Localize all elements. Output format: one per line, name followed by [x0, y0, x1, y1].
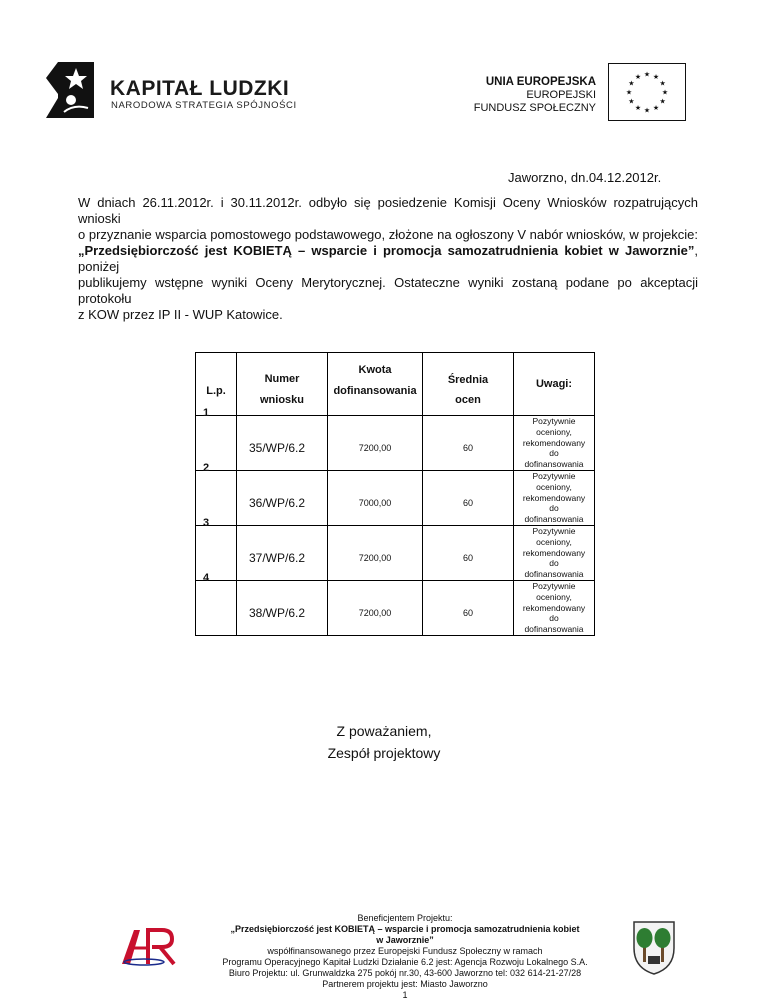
- footer: [180, 913, 630, 1001]
- cell-srednia: 60: [423, 581, 514, 636]
- eu-star-icon: ★: [628, 97, 635, 106]
- eu-star-icon: ★: [661, 88, 669, 97]
- cell-uwagi: Pozytywnie oceniony, rekomendowany do dofinansowania: [514, 471, 595, 526]
- intro-line-4: publikujemy wstępne wyniki Oceny Merytorycznej. Ostateczne wyniki zostaną podane po akceptacji protokołu: [78, 275, 698, 306]
- eu-star-icon: ★: [634, 104, 642, 113]
- cell-kwota: 7000,00: [328, 471, 423, 526]
- eu-star-icon: ★: [643, 70, 651, 79]
- footer-line-4: Biuro Projektu: ul. Grunwaldzka 275 pokój nr.30, 43-600 Jaworzno tel: 032 614-21-27/28: [228, 968, 582, 978]
- intro-line-2: o przyznanie wsparcia pomostowego podstawowego, złożone na ogłoszony V nabór wniosków, w projekcie:: [78, 227, 699, 242]
- eu-star-icon: ★: [628, 79, 635, 88]
- header-srednia: Średnia ocen: [423, 353, 514, 416]
- footer-line-3: Programu Operacyjnego Kapitał Ludzki Działanie 6.2 jest: Agencja Rozwoju Lokalnego S.A.: [222, 957, 588, 967]
- kapital-ludzki-subtitle: NARODOWA STRATEGIA SPÓJNOŚCI: [111, 100, 297, 111]
- cell-srednia: 60: [423, 416, 514, 471]
- header-uwagi: Uwagi:: [514, 353, 595, 416]
- intro-line-3: [78, 243, 698, 275]
- eu-star-icon: ★: [659, 97, 666, 106]
- jaworzno-coat-of-arms-icon: [630, 918, 678, 976]
- header-lp: L.p.: [196, 353, 237, 416]
- eu-star-icon: ★: [643, 106, 651, 115]
- eu-star-icon: ★: [659, 79, 666, 88]
- cell-kwota: 7200,00: [328, 581, 423, 636]
- results-table: [195, 352, 595, 636]
- cell-kwota: 7200,00: [328, 526, 423, 581]
- table-row: [196, 526, 595, 581]
- ue-line-1: UNIA EUROPEJSKA: [485, 76, 596, 88]
- intro-line-1: W dniach 26.11.2012r. i 30.11.2012r. odbyło się posiedzenie Komisji Oceny Wniosków rozpatrujących wnioski: [78, 195, 698, 226]
- eu-star-icon: ★: [625, 88, 633, 97]
- table-row: [196, 471, 595, 526]
- header-kwota: Kwota dofinansowania: [328, 353, 423, 416]
- eu-flag-icon: [608, 63, 686, 121]
- closing-signature: Zespół projektowy: [327, 745, 441, 761]
- table-row: [196, 416, 595, 471]
- intro-line-3-tail: , poniżej: [78, 243, 698, 274]
- cell-kwota: 7200,00: [328, 416, 423, 471]
- cell-lp: 1: [196, 416, 237, 471]
- table-row: [196, 581, 595, 636]
- kapital-ludzki-logo-icon: [44, 58, 96, 122]
- document-date: Jaworzno, dn.04.12.2012r.: [508, 170, 662, 185]
- cell-srednia: 60: [423, 471, 514, 526]
- cell-numer: 38/WP/6.2: [237, 581, 328, 636]
- intro-paragraph: [78, 195, 698, 323]
- closing-greeting: Z poważaniem,: [336, 723, 432, 739]
- cell-uwagi: Pozytywnie oceniony, rekomendowany do dofinansowania: [514, 581, 595, 636]
- cell-lp: 2: [196, 471, 237, 526]
- ar-logo-icon: [118, 924, 180, 968]
- ue-line-2: EUROPEJSKI: [526, 89, 596, 101]
- cell-srednia: 60: [423, 526, 514, 581]
- project-name: „Przedsiębiorczość jest KOBIETĄ – wsparcie i promocja samozatrudnienia kobiet w Jaworznie”: [78, 243, 695, 258]
- cell-numer: 36/WP/6.2: [237, 471, 328, 526]
- footer-line-2: w Jaworznie” współfinansowanego przez Europejski Fundusz Społeczny w ramach: [267, 935, 543, 956]
- cell-uwagi: Pozytywnie oceniony, rekomendowany do dofinansowania: [514, 416, 595, 471]
- footer-line-1: Beneficjentem Projektu: „Przedsiębiorczość jest KOBIETĄ – wsparcie i promocja samozatrudnienia kobiet: [230, 913, 580, 934]
- page-number: 1: [402, 990, 408, 1000]
- cell-numer: 37/WP/6.2: [237, 526, 328, 581]
- footer-line-5: Partnerem projektu jest: Miasto Jaworzno: [322, 979, 488, 989]
- eu-star-icon: ★: [652, 104, 660, 113]
- intro-line-5: z KOW przez IP II - WUP Katowice.: [78, 307, 283, 322]
- eu-star-icon: ★: [652, 72, 660, 81]
- header-numer: Numer wniosku: [237, 353, 328, 416]
- closing-block: [0, 720, 768, 764]
- eu-star-icon: ★: [634, 72, 642, 81]
- cell-uwagi: Pozytywnie oceniony, rekomendowany do dofinansowania: [514, 526, 595, 581]
- ue-line-3: FUNDUSZ SPOŁECZNY: [473, 102, 596, 114]
- cell-numer: 35/WP/6.2: [237, 416, 328, 471]
- table-header-row: [196, 353, 595, 416]
- cell-lp: 3: [196, 526, 237, 581]
- cell-lp: 4: [196, 581, 237, 636]
- kapital-ludzki-title: KAPITAŁ LUDZKI: [110, 77, 290, 100]
- ue-text-block: [470, 76, 596, 115]
